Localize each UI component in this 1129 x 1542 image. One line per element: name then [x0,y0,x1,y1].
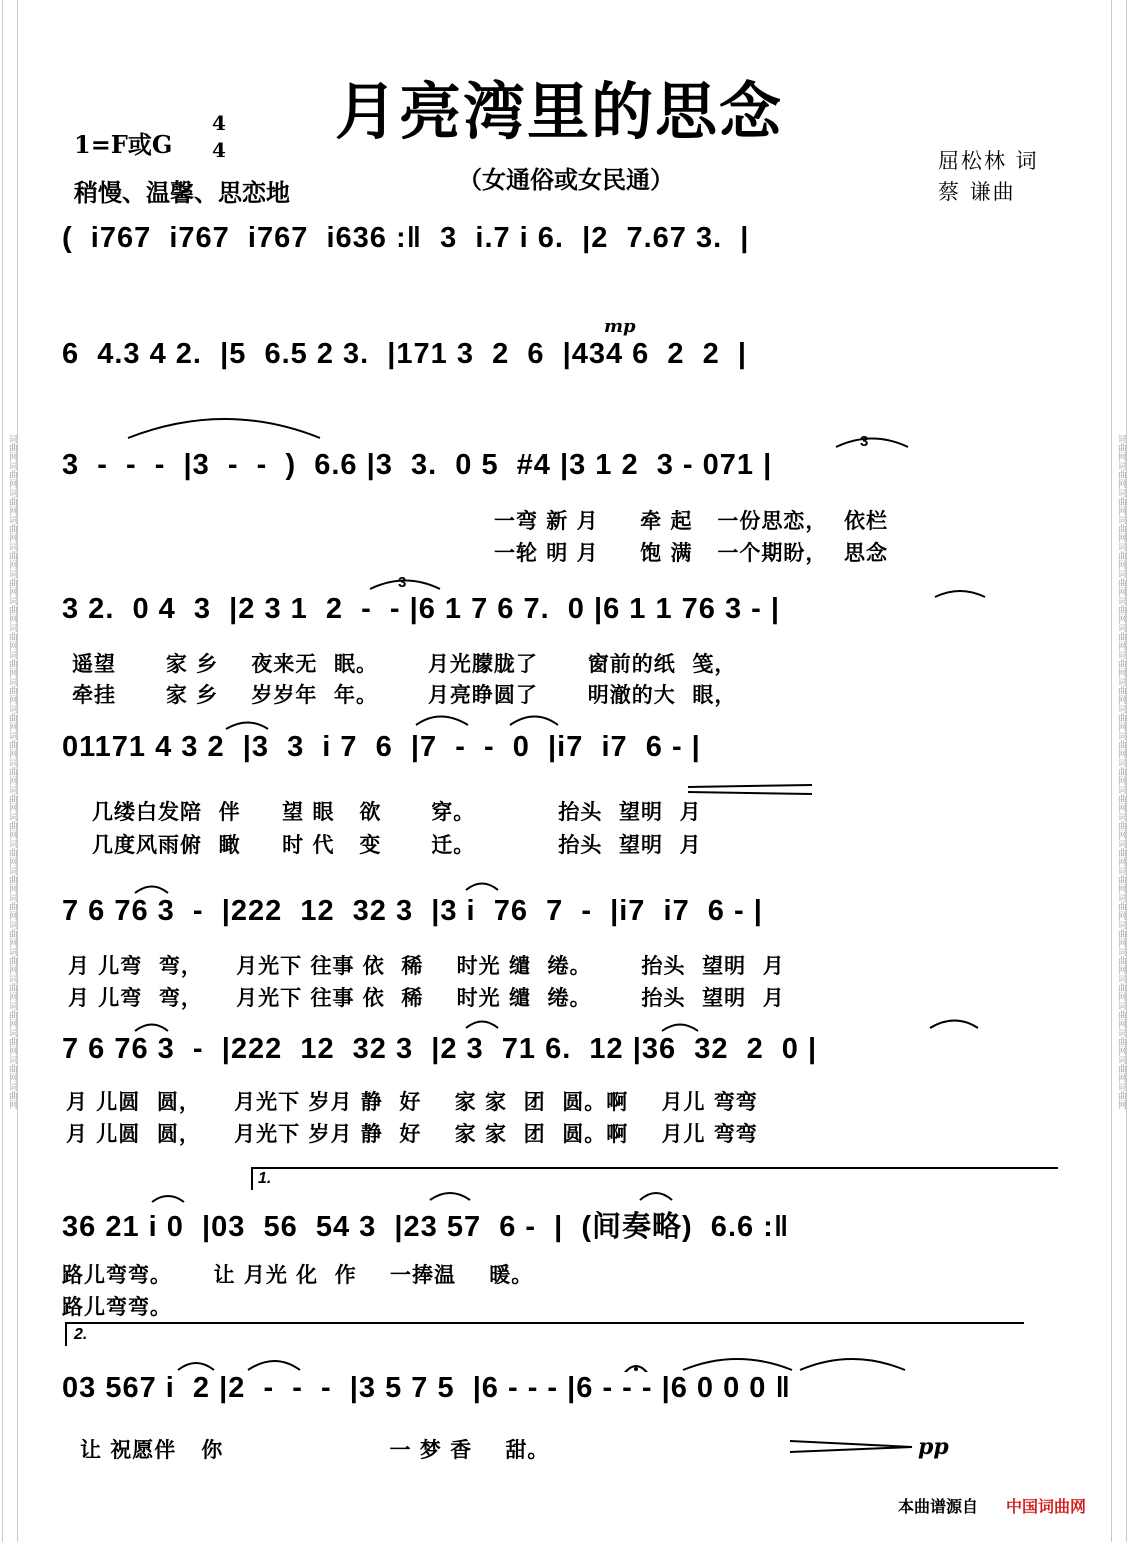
footer-site-link[interactable]: 中国词曲网 [1006,1497,1087,1516]
key-signature: 1=F或G [74,130,173,159]
lyricist-credit: 屈松林 词 [938,149,1039,173]
lyric-row4-verse2: 牵挂 家 乡 岁岁年 年。 月亮睁圆了 明澈的大 眼， [72,682,737,707]
song-title: 月亮湾里的思念 [335,75,784,148]
lyric-row6-verse2: 月 儿弯 弯， 月光下 往事 依 稀 时光 缱 绻。 抬头 望明 月 [68,985,785,1010]
slur-arc [466,1022,498,1029]
slur-arc [152,1196,184,1202]
side-watermark-left: 词曲网词曲网词曲网词曲网词曲网词曲网词曲网词曲网词曲网词曲网词曲网词曲网词曲网词曲网词曲网词曲网词曲网词曲网词曲网词曲网词曲网词曲网词曲网词曲网词曲网 [2,0,18,1542]
volta-1-bracket [252,1168,1058,1190]
lyric-row8-verse2: 路儿弯弯。 [62,1294,172,1319]
slur-arc [248,1361,300,1370]
lyric-row3-verse2: 一轮 明 月 饱 满 一个期盼， 思念 [494,540,889,565]
lyric-row8-verse1: 路儿弯弯。 让 月光 化 作 一捧温 暖。 [62,1262,534,1287]
slur-arc [178,1363,214,1370]
lyric-row5-verse1: 几缕白发陪 伴 望 眼 欲 穿。 抬头 望明 月 [92,799,702,824]
notation-line-9: 03 567 i 2 |2 - - - |3 5 7 5 |6 - - - |6 - - - |6 0 0 0 ‖ [62,1372,791,1404]
triplet-mark-1: 3 [860,433,869,450]
dynamic-mp: mp [604,316,636,337]
slur-arc [135,1025,168,1032]
volta-2-label: 2. [74,1326,88,1343]
slur-arc [416,717,468,726]
volta-2-bracket [66,1323,1024,1346]
notation-line-2: 6 4.3 4 2. |5 6.5 2 3. |171 3 2 6 |434 6 2 2 | [62,338,747,370]
lyric-row4-verse1: 遥望 家 乡 夜来无 眠。 月光朦胧了 窗前的纸 笺， [72,651,737,676]
song-subtitle: （女通俗或女民通） [458,166,674,194]
fermata-dot [634,1367,638,1371]
lyric-row7-verse1: 月 儿圆 圆， 月光下 岁月 静 好 家 家 团 圆。啊 月儿 弯弯 [66,1089,758,1114]
time-signature-bottom: 4 [212,138,226,162]
decrescendo-hairpin [790,1441,912,1452]
lyric-row9-verse1: 让 祝愿伴 你 一 梦 香 甜。 [80,1437,550,1462]
slur-arc [800,1359,905,1370]
footer-source-label: 本曲谱源自 [898,1497,979,1516]
tempo-marking: 稍慢、温馨、思恋地 [74,178,290,207]
slur-arc [930,1021,978,1029]
slur-arc [430,1193,470,1200]
time-signature-top: 4 [212,111,226,135]
composer-credit: 蔡 谦曲 [938,180,1016,204]
lyric-row7-verse2: 月 儿圆 圆， 月光下 岁月 静 好 家 家 团 圆。啊 月儿 弯弯 [66,1121,758,1146]
slur-arc [662,1025,698,1032]
volta-1-label: 1. [258,1170,272,1187]
notation-line-4: 3 2. 0 4 3 |2 3 1 2 - - |6 1 7 6 7. 0 |6 1 1 76 3 - | [62,593,780,625]
notation-line-6: 7 6 76 3 - |222 12 32 3 |3 i 76 7 - |i7 i7 6 - | [62,895,763,927]
lyric-row5-verse2: 几度风雨俯 瞰 时 代 变 迁。 抬头 望明 月 [92,832,702,857]
triplet-mark-2: 3 [398,574,407,591]
notation-line-7: 7 6 76 3 - |222 12 32 3 |2 3 71 6. 12 |36 32 2 0 | [62,1033,818,1065]
notation-line-8: 36 21 i 0 |03 56 54 3 |23 57 6 - | (间奏略) 6.6 :‖ [62,1211,790,1243]
dynamic-pp: pp [918,1434,949,1460]
lyric-row6-verse1: 月 儿弯 弯， 月光下 往事 依 稀 时光 缱 绻。 抬头 望明 月 [68,953,785,978]
triplet-bracket [836,439,908,448]
lyric-row3-verse1: 一弯 新 月 牵 起 一份思恋， 依栏 [494,508,889,533]
notation-line-1: ( i767 i767 i767 i636 :‖ 3 i.7 i 6. |2 7.67 3. | [62,222,750,254]
slur-arc [226,723,268,730]
slur-arc [683,1359,792,1370]
fermata-mark [624,1365,648,1372]
slur-arc [466,884,498,891]
tie-arc [128,419,320,438]
notation-line-3: 3 - - - |3 - - ) 6.6 |3 3. 0 5 #4 |3 1 2 3 - 071 | [62,449,773,481]
slur-arc [510,717,558,726]
side-watermark-right: 词曲网词曲网词曲网词曲网词曲网词曲网词曲网词曲网词曲网词曲网词曲网词曲网词曲网词曲网词曲网词曲网词曲网词曲网词曲网词曲网词曲网词曲网词曲网词曲网词曲网 [1111,0,1127,1542]
notation-line-5: 01171 4 3 2 |3 3 i 7 6 |7 - - 0 |i7 i7 6 - | [62,731,701,763]
hairpin [688,785,812,794]
slur-arc [135,887,168,894]
slur-arc [640,1193,672,1200]
